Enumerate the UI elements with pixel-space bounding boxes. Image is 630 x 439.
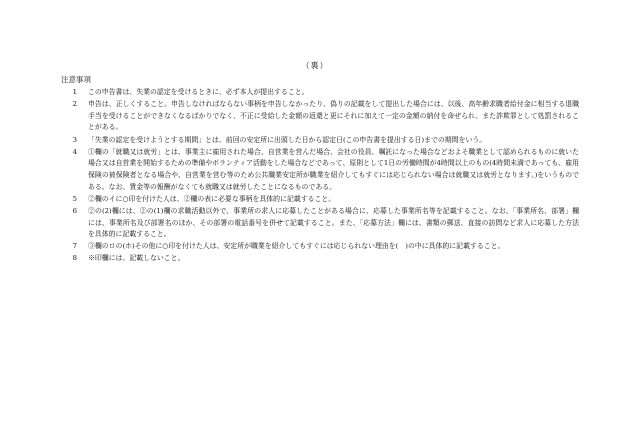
note-item: [61, 194, 579, 206]
section-title: 注意事項: [61, 75, 91, 84]
note-item: [61, 206, 579, 241]
note-text: ②の(2)欄には、②の(1)欄の求職活動以外で、事業所の求人に応募したことがある場合に、応募した事業所名等を記載すること。なお、「事業所名、部署」欄には、事業所名及び部署名のほか、その部署の電話番号を併せて記載すること。また、「応募方法」欄には、書類の郵送、直接の訪問など求人に応募した方法を具体的に記載すること。: [88, 206, 579, 239]
note-text: この申告書は、失業の認定を受けるときに、必ず本人が提出すること。: [88, 88, 309, 96]
note-item: [61, 241, 579, 253]
note-number: 5: [72, 194, 77, 203]
note-number: 6: [72, 206, 77, 215]
note-number: 8: [72, 254, 77, 263]
note-item: [61, 87, 579, 99]
note-text: ※印欄には、記載しないこと。: [88, 254, 185, 263]
note-number: 1: [72, 88, 77, 96]
note-text: ①欄の「就職又は就労」とは、事業主に雇用された場合、自営業を営んだ場合、会社の役員、嘱託になった場合などおよそ職業として認められるものに就いた場合又は自営業を開始するための準備やボランティア活動をした場合などであって、原則として1日の労働時間が4時間以上のもの(4時間未満であっても、雇用保険の被保険者となる場合や、自営業を営む等のため公共職業安定所が職業を紹介してもすぐには応じられない場合は就職又は就労となります。)をいうものである。なお、賃金等の報酬がなくても就職又は就労したことになるものである。: [88, 147, 579, 191]
note-item: [61, 253, 579, 265]
note-number: 4: [72, 147, 77, 156]
note-item: [61, 135, 579, 147]
note-number: 2: [72, 100, 77, 109]
note-text: 「失業の認定を受けようとする期間」とは、前回の安定所に出頭した日から認定日(この申告書を提出する日)までの期間をいう。: [88, 135, 487, 144]
note-text: 申告は、正しくすること。申告しなければならない事柄を申告しなかったり、偽りの記載をして提出した場合には、以後、高年齢求職者給付金に相当する退職手当を受けることができなくなるばかりでなく、不正に受給した金額の返還と更にそれに加えて一定の金額の納付を命ぜられ、また詐欺罪として処罰されることがある。: [88, 100, 579, 132]
note-text: ③欄のロの(ホ)その他に○印を付けた人は、安定所が職業を紹介してもすぐには応じられない理由を( )の中に具体的に記載すること。: [88, 242, 505, 251]
note-number: 7: [72, 242, 77, 251]
note-number: 3: [72, 135, 77, 144]
page-heading: （裏）: [301, 61, 329, 70]
note-item: [61, 99, 579, 134]
note-item: [61, 147, 579, 193]
notes-list: [61, 87, 579, 266]
note-text: ②欄のイに○印を付けた人は、②欄の表に必要な事柄を具体的に記載すること。: [88, 194, 336, 203]
